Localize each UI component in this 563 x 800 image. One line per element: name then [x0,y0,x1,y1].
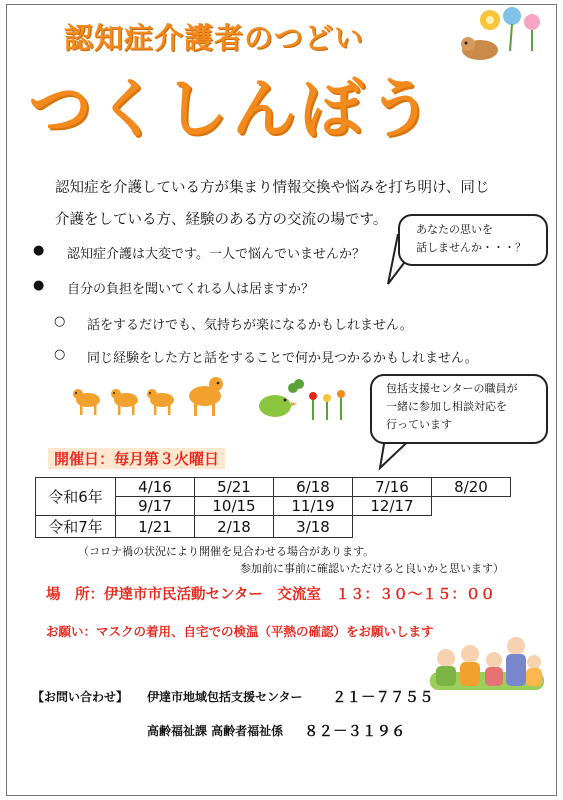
contact-phone-2: ８２－３１９６ [304,724,406,740]
sub-bullet-dot-1: ○ [54,314,66,329]
speech-bubble-talk [398,214,548,266]
date-cell: 4/16 [116,478,195,497]
table-row [36,478,511,497]
schedule-table [35,477,511,538]
deer-illustration [70,370,230,420]
venue-text: 場 所：伊達市市民活動センター 交流室 １３：３０～１５：００ [46,587,495,603]
date-cell: 10/15 [195,497,274,516]
bubble2-line-2: 一緒に参加し相談対応を [386,400,507,413]
contact-org-2: 高齢福祉課 高齢者福祉係 [147,724,284,738]
intro-line-1: 認知症を介護している方が集まり情報交換や悩みを打ち明け、同じ [55,180,490,196]
intro-line-2: 介護をしている方、経験のある方の交流の場です。 [55,212,388,228]
date-cell: 8/20 [432,478,511,497]
table-row [36,516,511,538]
bullet-dot-1: ● [33,243,45,258]
date-cell: 1/21 [116,516,195,538]
contact-phone-1: ２１－７７５５ [332,690,434,706]
bullet-item-2: 自分の負担を聞いてくれる人は居ますか？ [67,282,315,297]
year-cell-r6: 令和6年 [36,478,116,516]
date-cell: 12/17 [353,497,432,516]
sub-bullet-item-2: 同じ経験をした方と話をすることで何か見つかるかもしれません。 [87,351,478,366]
year-cell-r7: 令和7年 [36,516,116,538]
bird-flowers-illustration [255,378,355,423]
bubble1-line-2: 話しませんか・・・？ [416,241,526,254]
bubble1-line-1: あなたの思いを [416,223,493,236]
sub-bullet-item-1: 話をするだけでも、気持ちが楽になるかもしれません。 [87,318,413,333]
contact-org-1: 伊達市地域包括支援センター [147,690,303,704]
schedule-label: 開催日：毎月第３火曜日 [48,448,225,469]
sub-bullet-dot-2: ○ [54,347,66,362]
date-cell: 9/17 [116,497,195,516]
date-cell: 11/19 [274,497,353,516]
request-text: お願い：マスクの着用、自宅での検温（平熱の確認）をお願いします [46,624,434,639]
date-cell: 7/16 [353,478,432,497]
covid-note-line-2: 参加前に事前に確認いただけると良いかと思います） [240,562,504,575]
date-cell: 3/18 [274,516,353,538]
covid-note-line-1: （コロナ禍の状況により開催を見合わせる場合があります。 [78,545,375,558]
contact-label: 【お問い合わせ】 [32,690,129,704]
event-subtitle: 認知症介護者のつどい [64,21,365,55]
flowers-animal-illustration [452,6,552,66]
date-cell: 5/21 [195,478,274,497]
speech-bubble-staff [370,374,548,444]
event-title: つくしんぼう [28,73,436,147]
bullet-dot-2: ● [33,278,45,293]
family-illustration [430,634,544,690]
bubble2-line-1: 包括支援センターの職員が [386,382,518,395]
bubble2-line-3: 行っています [386,418,452,431]
date-cell: 6/18 [274,478,353,497]
bullet-item-1: 認知症介護は大変です。一人で悩んでいませんか？ [67,247,365,262]
date-cell: 2/18 [195,516,274,538]
